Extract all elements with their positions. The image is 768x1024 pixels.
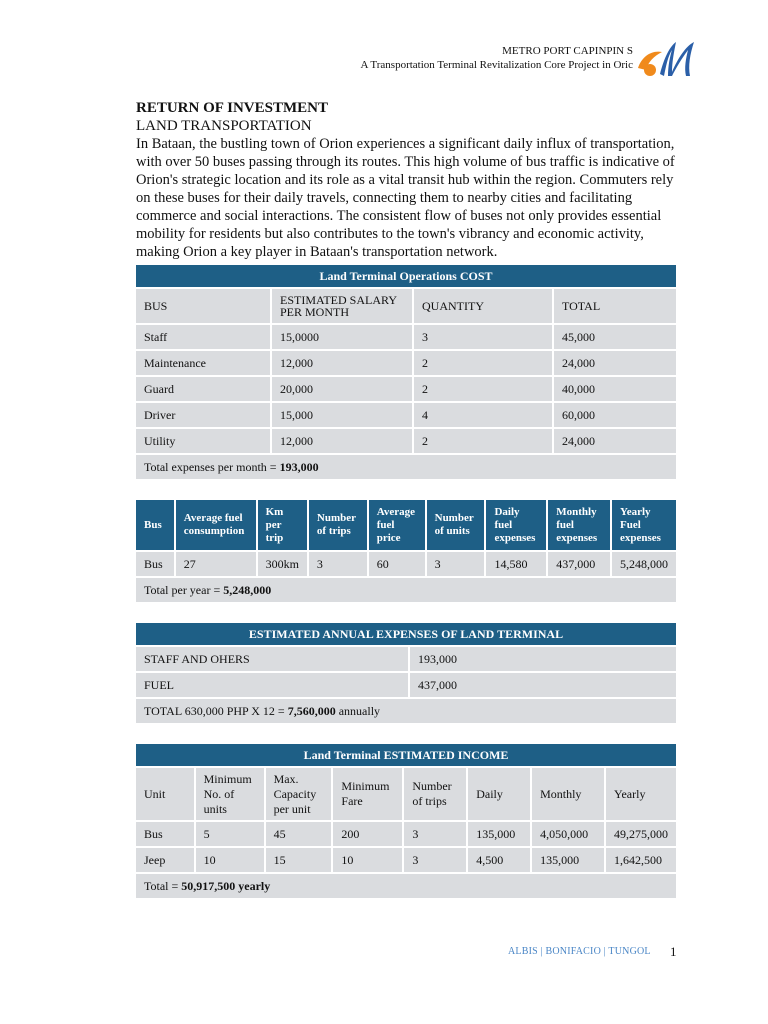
section-subtitle: LAND TRANSPORTATION [136, 118, 312, 134]
table-cell: 10 [333, 848, 402, 872]
column-header: QUANTITY [414, 289, 552, 323]
operations-cost-title: Land Terminal Operations COST [136, 265, 676, 287]
table-cell: 12,000 [272, 351, 412, 375]
table-row [136, 673, 676, 697]
table-total-row [136, 455, 676, 479]
column-header: Max. Capacity per unit [266, 768, 332, 820]
table-cell: 4,050,000 [532, 822, 604, 846]
table-cell: Utility [136, 429, 270, 453]
intro-paragraph: In Bataan, the bustling town of Orion experiences a significant daily influx of transportation, with over 50 buses passing through its routes. This high volume of bus traffic is indicative of Orion's strategic location and its role as a vital transit hub within the region. Commuters rely on these buses for their daily travels, connecting them to nearby cities and facilitating commerce and social interactions. The consistent flow of buses not only provides essential mobility for residents but also contributes to the town's vibrancy and economic activity, making Orion a key player in Bataan's transportation network. [136, 136, 675, 260]
total-label: Total per year = [144, 582, 224, 597]
total-label: Total = [144, 878, 182, 893]
table-cell: Maintenance [136, 351, 270, 375]
project-logo-icon [636, 38, 700, 82]
total-label: TOTAL 630,000 PHP X 12 = [144, 703, 288, 718]
table-header-row [136, 768, 676, 820]
table-cell: 200 [333, 822, 402, 846]
total-value: 7,560,000 [287, 703, 336, 718]
table-row [136, 822, 676, 846]
page-content [136, 99, 678, 900]
column-header: Monthly [532, 768, 604, 820]
table-cell: Bus [136, 822, 194, 846]
table-cell: 27 [176, 552, 256, 576]
document-header [361, 44, 633, 72]
total-cell [136, 578, 676, 602]
table-row [136, 429, 676, 453]
column-header: Monthly fuel expenses [548, 500, 610, 550]
table-cell: Driver [136, 403, 270, 427]
table-cell: 5 [196, 822, 264, 846]
table-cell: 12,000 [272, 429, 412, 453]
table-cell: Bus [136, 552, 174, 576]
column-header: ESTIMATED SALARY PER MONTH [272, 289, 412, 323]
column-header: TOTAL [554, 289, 676, 323]
estimated-income-table [134, 742, 678, 900]
column-header: BUS [136, 289, 270, 323]
total-suffix: annually [335, 703, 381, 718]
section-title: RETURN OF INVESTMENT [136, 100, 328, 116]
fuel-expenses-table [134, 498, 678, 604]
table-cell: 15,0000 [272, 325, 412, 349]
table-cell: 60 [369, 552, 425, 576]
table-cell: 135,000 [532, 848, 604, 872]
column-header: Unit [136, 768, 194, 820]
column-header: Minimum No. of units [196, 768, 264, 820]
column-header: Number of trips [309, 500, 367, 550]
table-cell: 4 [414, 403, 552, 427]
column-header: Km per trip [258, 500, 307, 550]
table-cell: 24,000 [554, 351, 676, 375]
table-cell: 437,000 [410, 673, 676, 697]
table-total-row [136, 578, 676, 602]
table-row [136, 377, 676, 401]
header-line-1: METRO PORT CAPINPIN S [502, 45, 633, 57]
column-header: Daily [468, 768, 530, 820]
table-cell: 24,000 [554, 429, 676, 453]
column-header: Minimum Fare [333, 768, 402, 820]
column-header: Daily fuel expenses [486, 500, 546, 550]
table-row [136, 351, 676, 375]
table-cell: 5,248,000 [612, 552, 676, 576]
total-label: Total expenses per month = [144, 459, 280, 474]
table-cell: Jeep [136, 848, 194, 872]
table-cell: 45,000 [554, 325, 676, 349]
table-cell: 193,000 [410, 647, 676, 671]
column-header: Yearly [606, 768, 676, 820]
table-cell: 3 [404, 822, 466, 846]
table-cell: 10 [196, 848, 264, 872]
table-row [136, 647, 676, 671]
table-cell: 3 [427, 552, 485, 576]
total-value: 5,248,000 [223, 582, 272, 597]
table-row [136, 552, 676, 576]
table-cell: Staff [136, 325, 270, 349]
table-header-row [136, 500, 676, 550]
table-cell: 2 [414, 429, 552, 453]
total-cell [136, 699, 676, 723]
table-cell: 3 [404, 848, 466, 872]
table-cell: 15 [266, 848, 332, 872]
table-cell: FUEL [136, 673, 408, 697]
column-header: Average fuel consumption [176, 500, 256, 550]
table-cell: 15,000 [272, 403, 412, 427]
total-value: 50,917,500 yearly [181, 878, 271, 893]
table-cell: 3 [309, 552, 367, 576]
table-cell: 49,275,000 [606, 822, 676, 846]
total-value: 193,000 [279, 459, 319, 474]
table-header-row [136, 289, 676, 323]
table-cell: 135,000 [468, 822, 530, 846]
table-cell: Guard [136, 377, 270, 401]
table-total-row [136, 699, 676, 723]
total-cell [136, 874, 676, 898]
table-cell: 2 [414, 351, 552, 375]
column-header: Number of trips [404, 768, 466, 820]
table-row [136, 848, 676, 872]
table-cell: 20,000 [272, 377, 412, 401]
table-row [136, 325, 676, 349]
annual-expenses-title: ESTIMATED ANNUAL EXPENSES OF LAND TERMINAL [136, 623, 676, 645]
operations-cost-table [134, 263, 678, 481]
total-cell [136, 455, 676, 479]
column-header: Number of units [427, 500, 485, 550]
table-row [136, 403, 676, 427]
table-cell: 1,642,500 [606, 848, 676, 872]
table-total-row [136, 874, 676, 898]
table-cell: 40,000 [554, 377, 676, 401]
table-cell: 437,000 [548, 552, 610, 576]
table-cell: 60,000 [554, 403, 676, 427]
footer-authors: ALBIS | BONIFACIO | TUNGOL [508, 946, 651, 957]
table-cell: 300km [258, 552, 307, 576]
table-cell: 14,580 [486, 552, 546, 576]
column-header: Yearly Fuel expenses [612, 500, 676, 550]
column-header: Average fuel price [369, 500, 425, 550]
estimated-income-title: Land Terminal ESTIMATED INCOME [136, 744, 676, 766]
header-line-2: A Transportation Terminal Revitalization Core Project in Oric [360, 59, 633, 71]
annual-expenses-table [134, 621, 678, 725]
page-number: 1 [670, 944, 677, 959]
table-cell: 45 [266, 822, 332, 846]
table-cell: 2 [414, 377, 552, 401]
table-cell: 4,500 [468, 848, 530, 872]
column-header: Bus [136, 500, 174, 550]
table-cell: STAFF AND OHERS [136, 647, 408, 671]
table-cell: 3 [414, 325, 552, 349]
